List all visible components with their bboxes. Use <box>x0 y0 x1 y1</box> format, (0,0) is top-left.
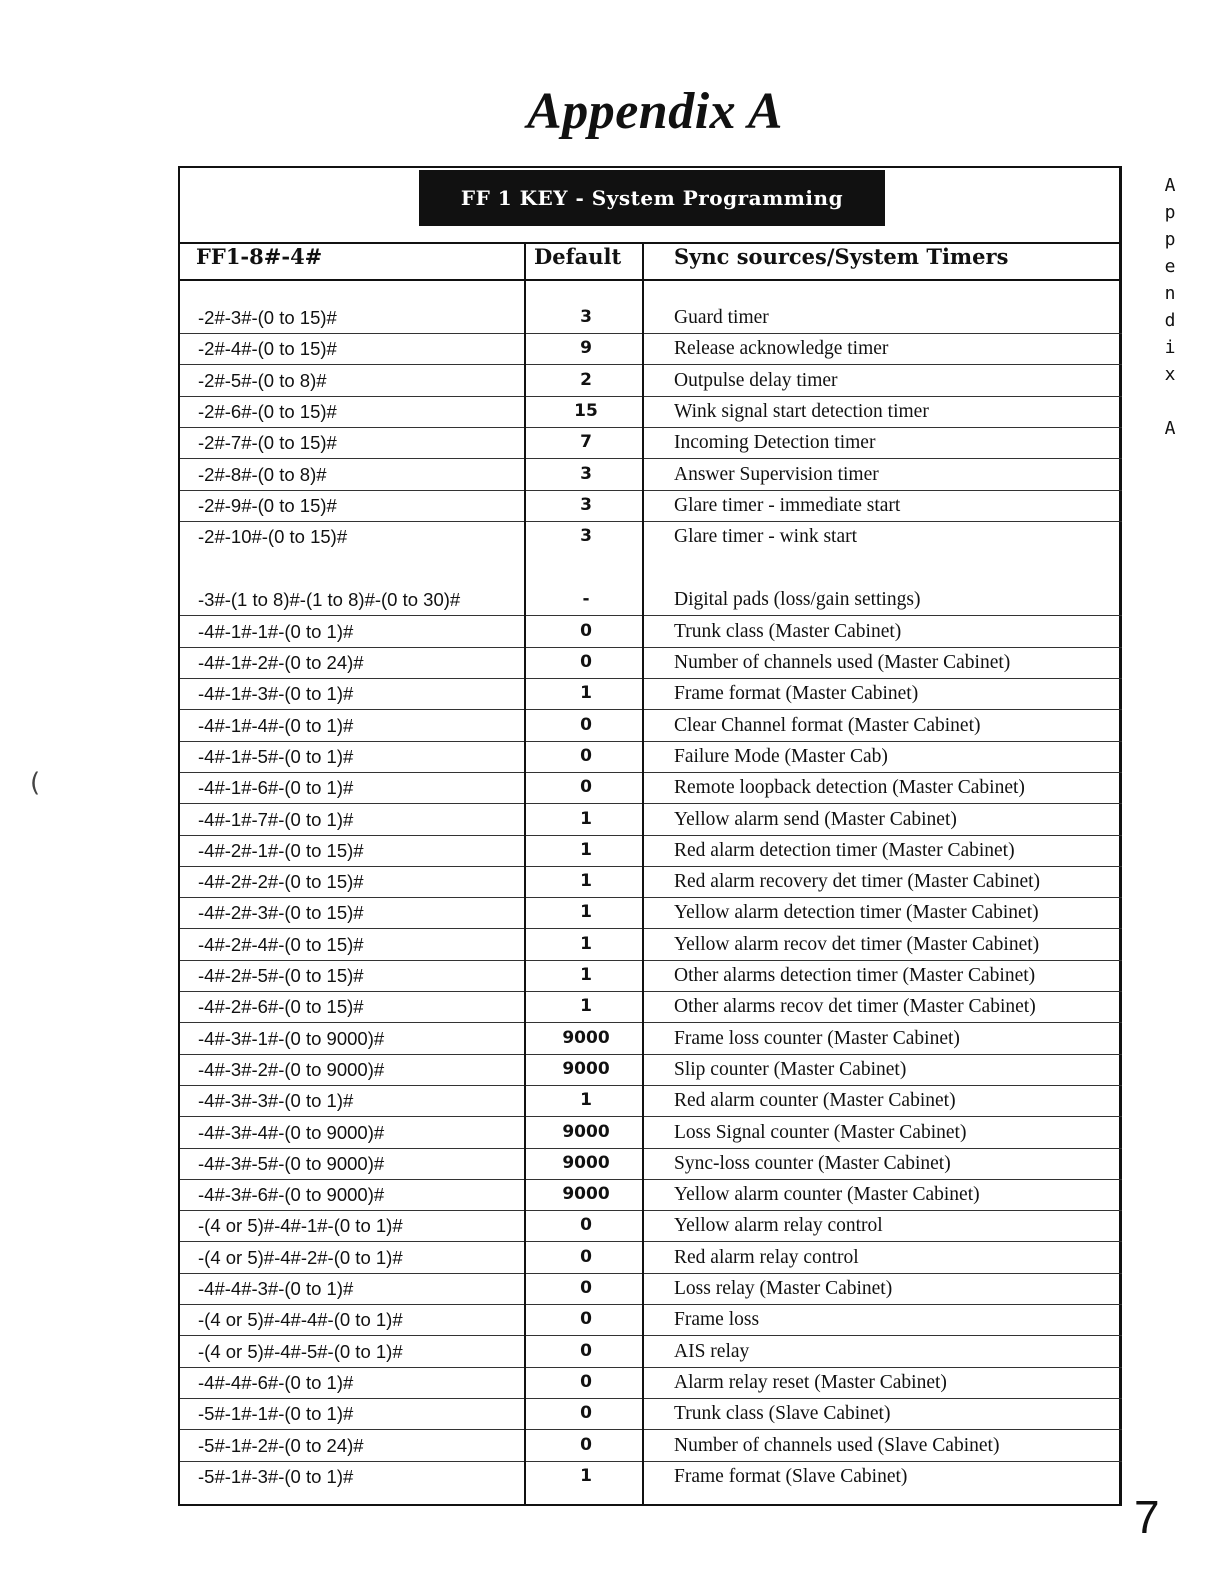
row-rule <box>180 1085 524 1086</box>
side-tab-letter: p <box>1164 229 1176 250</box>
row-rule <box>180 1148 524 1149</box>
table-row <box>180 1370 1124 1400</box>
row-description: Failure Mode (Master Cab) <box>674 745 888 767</box>
row-rule <box>180 678 524 679</box>
row-rule <box>180 1335 524 1336</box>
row-code: -(4 or 5)#-4#-2#-(0 to 1)# <box>198 1246 403 1268</box>
row-rule <box>644 1054 1122 1055</box>
table-banner: FF 1 KEY - System Programming <box>419 170 885 226</box>
row-rule <box>180 991 524 992</box>
row-description: Glare timer - wink start <box>674 526 858 548</box>
row-rule <box>180 647 524 648</box>
row-code: -2#-7#-(0 to 15)# <box>198 432 337 454</box>
row-default: 1 <box>580 871 592 892</box>
table-row <box>180 838 1124 868</box>
row-code: -3#-(1 to 8)#-(1 to 8)#-(0 to 30)# <box>198 589 461 611</box>
table-row <box>180 1120 1124 1150</box>
row-rule <box>180 866 524 867</box>
row-description: Yellow alarm counter (Master Cabinet) <box>674 1184 980 1206</box>
row-rule <box>526 1210 642 1211</box>
row-rule <box>526 615 642 616</box>
row-code: -2#-10#-(0 to 15)# <box>198 526 348 548</box>
row-rule <box>644 1241 1122 1242</box>
row-rule <box>180 427 524 428</box>
row-description: Glare timer - immediate start <box>674 494 901 516</box>
row-rule <box>644 647 1122 648</box>
row-rule <box>180 490 524 491</box>
row-description: Red alarm relay control <box>674 1246 859 1268</box>
row-rule <box>526 928 642 929</box>
row-description: Red alarm recovery det timer (Master Cabinet) <box>674 871 1041 893</box>
column-header-description: Sync sources/System Timers <box>674 244 1009 269</box>
row-description: Alarm relay reset (Master Cabinet) <box>674 1371 947 1393</box>
row-rule <box>526 866 642 867</box>
side-tab-letter: n <box>1164 283 1176 304</box>
row-rule <box>644 1210 1122 1211</box>
row-rule <box>644 678 1122 679</box>
row-default: 9000 <box>562 1184 610 1205</box>
row-rule <box>644 458 1122 459</box>
row-rule <box>180 709 524 710</box>
row-rule <box>526 458 642 459</box>
row-rule <box>180 835 524 836</box>
row-code: -4#-3#-1#-(0 to 9000)# <box>198 1027 385 1049</box>
row-rule <box>644 866 1122 867</box>
row-rule <box>526 991 642 992</box>
row-rule <box>526 333 642 334</box>
row-rule <box>644 1304 1122 1305</box>
row-code: -4#-1#-3#-(0 to 1)# <box>198 683 354 705</box>
row-code: -4#-2#-6#-(0 to 15)# <box>198 996 364 1018</box>
row-default: - <box>582 589 590 610</box>
row-rule <box>180 1304 524 1305</box>
row-code: -2#-9#-(0 to 15)# <box>198 494 337 516</box>
row-rule <box>644 960 1122 961</box>
table-row <box>180 994 1124 1024</box>
row-rule <box>180 1241 524 1242</box>
row-rule <box>180 803 524 804</box>
row-default: 0 <box>580 1403 592 1424</box>
row-code: -4#-3#-5#-(0 to 9000)# <box>198 1152 385 1174</box>
row-default: 9 <box>580 338 592 359</box>
row-default: 0 <box>580 777 592 798</box>
row-description: Trunk class (Master Cabinet) <box>674 620 902 642</box>
row-rule <box>526 1429 642 1430</box>
row-rule <box>526 1054 642 1055</box>
row-code: -4#-2#-1#-(0 to 15)# <box>198 839 364 861</box>
side-tab-letter: d <box>1164 310 1176 331</box>
row-default: 0 <box>580 620 592 641</box>
table-row <box>180 305 1124 335</box>
row-rule <box>644 396 1122 397</box>
row-description: Number of channels used (Master Cabinet) <box>674 652 1011 673</box>
row-rule <box>180 333 524 334</box>
row-rule <box>180 396 524 397</box>
row-description: Outpulse delay timer <box>674 369 838 391</box>
row-code: -4#-1#-5#-(0 to 1)# <box>198 745 354 767</box>
row-description: Frame format (Master Cabinet) <box>674 683 919 705</box>
row-rule <box>180 772 524 773</box>
row-code: -4#-1#-6#-(0 to 1)# <box>198 777 354 799</box>
row-description: Slip counter (Master Cabinet) <box>674 1058 907 1080</box>
row-description: Guard timer <box>674 307 769 328</box>
row-description: Trunk class (Slave Cabinet) <box>674 1403 891 1425</box>
row-code: -5#-1#-2#-(0 to 24)# <box>198 1434 364 1456</box>
row-rule <box>644 897 1122 898</box>
row-default: 9000 <box>562 1027 610 1048</box>
table-row <box>180 336 1124 366</box>
row-description: AIS relay <box>674 1340 750 1362</box>
row-default: 2 <box>580 369 592 390</box>
row-description: Yellow alarm send (Master Cabinet) <box>674 808 957 830</box>
row-rule <box>180 1054 524 1055</box>
row-description: Other alarms recov det timer (Master Cabinet) <box>674 996 1036 1018</box>
table-row <box>180 807 1124 837</box>
side-tab-letter: i <box>1164 337 1176 358</box>
row-rule <box>526 835 642 836</box>
row-default: 0 <box>580 1434 592 1455</box>
row-rule <box>644 615 1122 616</box>
table-row <box>180 1276 1124 1306</box>
row-default: 1 <box>580 1090 592 1111</box>
table-row <box>180 932 1124 962</box>
side-tab-letter: e <box>1164 256 1176 277</box>
row-rule <box>180 1273 524 1274</box>
row-code: -4#-2#-3#-(0 to 15)# <box>198 902 364 924</box>
row-rule <box>526 1335 642 1336</box>
row-rule <box>526 1304 642 1305</box>
row-description: Clear Channel format (Master Cabinet) <box>674 714 981 736</box>
row-rule <box>526 521 642 522</box>
row-code: -4#-3#-3#-(0 to 1)# <box>198 1090 354 1112</box>
table-row <box>180 1464 1124 1494</box>
row-rule <box>644 835 1122 836</box>
side-tab-letter: A <box>1164 418 1176 439</box>
table-row <box>180 963 1124 993</box>
side-tab-appendix <box>1160 172 1180 442</box>
row-rule <box>526 1461 642 1462</box>
table-row <box>180 368 1124 398</box>
row-code: -4#-3#-6#-(0 to 9000)# <box>198 1184 385 1206</box>
row-default: 9000 <box>562 1152 610 1173</box>
row-rule <box>644 1461 1122 1462</box>
table-row <box>180 493 1124 523</box>
row-rule <box>180 928 524 929</box>
row-description: Frame loss counter (Master Cabinet) <box>674 1027 960 1049</box>
table-row <box>180 681 1124 711</box>
margin-mark: ( <box>30 768 41 798</box>
table-row <box>180 650 1124 680</box>
row-rule <box>526 647 642 648</box>
table-row <box>180 1213 1124 1243</box>
row-rule <box>526 364 642 365</box>
side-tab-letter: A <box>1164 175 1176 196</box>
table-row <box>180 619 1124 649</box>
row-description: Wink signal start detection timer <box>674 400 929 422</box>
row-rule <box>644 991 1122 992</box>
row-code: -(4 or 5)#-4#-4#-(0 to 1)# <box>198 1309 403 1331</box>
row-rule <box>644 333 1122 334</box>
table-row <box>180 399 1124 429</box>
table-row <box>180 1245 1124 1275</box>
row-code: -(4 or 5)#-4#-5#-(0 to 1)# <box>198 1340 403 1362</box>
row-rule <box>644 709 1122 710</box>
row-rule <box>526 772 642 773</box>
row-rule <box>644 741 1122 742</box>
row-rule <box>180 960 524 961</box>
row-code: -4#-1#-2#-(0 to 24)# <box>198 652 364 673</box>
row-rule <box>526 960 642 961</box>
row-rule <box>644 521 1122 522</box>
row-rule <box>180 1210 524 1211</box>
row-default: 7 <box>580 432 592 453</box>
row-rule <box>180 458 524 459</box>
row-rule <box>526 803 642 804</box>
row-code: -(4 or 5)#-4#-1#-(0 to 1)# <box>198 1215 403 1237</box>
row-rule <box>526 1241 642 1242</box>
row-rule <box>644 1022 1122 1023</box>
row-default: 3 <box>580 463 592 484</box>
row-code: -5#-1#-3#-(0 to 1)# <box>198 1465 354 1487</box>
row-rule <box>644 1116 1122 1117</box>
row-default: 0 <box>580 1215 592 1236</box>
row-description: Loss Signal counter (Master Cabinet) <box>674 1121 967 1143</box>
row-code: -4#-1#-4#-(0 to 1)# <box>198 714 354 736</box>
row-rule <box>180 1179 524 1180</box>
row-default: 1 <box>580 839 592 860</box>
row-rule <box>180 615 524 616</box>
row-rule <box>526 1367 642 1368</box>
row-code: -2#-3#-(0 to 15)# <box>198 307 337 328</box>
table-row <box>180 900 1124 930</box>
table-row <box>180 587 1124 617</box>
table-row <box>180 1339 1124 1369</box>
table-row <box>180 1057 1124 1087</box>
row-rule <box>180 1116 524 1117</box>
row-rule <box>526 396 642 397</box>
table-row <box>180 1307 1124 1337</box>
row-rule <box>180 1398 524 1399</box>
row-rule <box>644 1273 1122 1274</box>
row-default: 1 <box>580 902 592 923</box>
row-default: 3 <box>580 494 592 515</box>
row-default: 1 <box>580 808 592 829</box>
row-default: 0 <box>580 1278 592 1298</box>
row-description: Answer Supervision timer <box>674 463 879 485</box>
row-default: 1 <box>580 996 592 1017</box>
row-default: 0 <box>580 1309 592 1330</box>
row-code: -4#-2#-4#-(0 to 15)# <box>198 933 364 955</box>
row-code: -2#-5#-(0 to 8)# <box>198 369 327 391</box>
row-description: Other alarms detection timer (Master Cabinet) <box>674 965 1036 986</box>
table-row <box>180 744 1124 774</box>
table-row <box>180 869 1124 899</box>
row-description: Red alarm detection timer (Master Cabinet) <box>674 839 1015 861</box>
row-description: Digital pads (loss/gain settings) <box>674 589 921 611</box>
row-rule <box>180 364 524 365</box>
row-default: 0 <box>580 1340 592 1361</box>
row-rule <box>644 1148 1122 1149</box>
page-number: 7 <box>1134 1491 1160 1543</box>
row-rule <box>526 1085 642 1086</box>
column-header-code: FF1-8#-4# <box>196 244 323 269</box>
row-default: 1 <box>580 1465 592 1486</box>
row-default: 15 <box>574 400 598 421</box>
table-row <box>180 775 1124 805</box>
table-row <box>180 1401 1124 1431</box>
row-default: 0 <box>580 1371 592 1392</box>
header-bottom-rule <box>178 279 1122 281</box>
row-code: -4#-4#-6#-(0 to 1)# <box>198 1371 354 1393</box>
row-description: Sync-loss counter (Master Cabinet) <box>674 1152 951 1174</box>
row-description: Loss relay (Master Cabinet) <box>674 1278 893 1299</box>
row-rule <box>644 364 1122 365</box>
row-rule <box>180 1367 524 1368</box>
row-rule <box>526 1116 642 1117</box>
row-code: -5#-1#-1#-(0 to 1)# <box>198 1403 354 1425</box>
page-title: Appendix A <box>527 83 783 140</box>
table-row <box>180 1088 1124 1118</box>
row-default: 3 <box>580 526 592 547</box>
row-rule <box>644 928 1122 929</box>
table-row <box>180 524 1124 554</box>
row-rule <box>526 1148 642 1149</box>
row-rule <box>644 427 1122 428</box>
row-description: Yellow alarm recov det timer (Master Cabinet) <box>674 933 1040 955</box>
row-code: -4#-2#-2#-(0 to 15)# <box>198 871 364 893</box>
row-rule <box>180 897 524 898</box>
row-code: -4#-4#-3#-(0 to 1)# <box>198 1278 354 1299</box>
row-rule <box>526 709 642 710</box>
row-rule <box>526 1179 642 1180</box>
row-rule <box>644 1367 1122 1368</box>
row-rule <box>644 1398 1122 1399</box>
row-code: -2#-4#-(0 to 15)# <box>198 338 337 360</box>
row-rule <box>180 1022 524 1023</box>
row-default: 0 <box>580 714 592 735</box>
row-code: -4#-1#-7#-(0 to 1)# <box>198 808 354 830</box>
side-tab-letter: x <box>1164 364 1176 385</box>
column-header-default: Default <box>534 244 622 269</box>
row-rule <box>526 1398 642 1399</box>
row-rule <box>644 1429 1122 1430</box>
row-description: Frame format (Slave Cabinet) <box>674 1465 908 1487</box>
row-rule <box>644 1335 1122 1336</box>
row-rule <box>180 1429 524 1430</box>
row-description: Yellow alarm detection timer (Master Cabinet) <box>674 902 1039 924</box>
row-rule <box>644 1179 1122 1180</box>
table-row <box>180 1182 1124 1212</box>
row-code: -2#-6#-(0 to 15)# <box>198 400 337 422</box>
side-tab-letter <box>1160 388 1180 415</box>
row-code: -2#-8#-(0 to 8)# <box>198 463 327 485</box>
row-default: 1 <box>580 965 592 985</box>
row-description: Yellow alarm relay control <box>674 1215 883 1237</box>
table-row <box>180 713 1124 743</box>
row-code: -4#-3#-2#-(0 to 9000)# <box>198 1058 385 1080</box>
row-rule <box>644 772 1122 773</box>
row-rule <box>526 1022 642 1023</box>
row-default: 1 <box>580 933 592 954</box>
row-description: Release acknowledge timer <box>674 338 889 360</box>
row-description: Remote loopback detection (Master Cabinet) <box>674 777 1025 799</box>
row-rule <box>526 490 642 491</box>
row-default: 0 <box>580 745 592 766</box>
table-row <box>180 462 1124 492</box>
row-code: -4#-1#-1#-(0 to 1)# <box>198 620 354 642</box>
row-default: 0 <box>580 1246 592 1267</box>
row-default: 1 <box>580 683 592 704</box>
row-rule <box>180 521 524 522</box>
row-code: -4#-3#-4#-(0 to 9000)# <box>198 1121 385 1143</box>
row-default: 9000 <box>562 1058 610 1079</box>
row-description: Red alarm counter (Master Cabinet) <box>674 1090 956 1112</box>
row-description: Frame loss <box>674 1309 760 1331</box>
row-rule <box>180 1461 524 1462</box>
row-rule <box>180 741 524 742</box>
row-description: Incoming Detection timer <box>674 432 876 454</box>
row-rule <box>526 427 642 428</box>
row-rule <box>526 678 642 679</box>
row-rule <box>644 490 1122 491</box>
row-default: 9000 <box>562 1121 610 1142</box>
row-rule <box>526 741 642 742</box>
row-rule <box>644 1085 1122 1086</box>
row-default: 0 <box>580 652 592 672</box>
table-row <box>180 430 1124 460</box>
table-row <box>180 1026 1124 1056</box>
row-description: Number of channels used (Slave Cabinet) <box>674 1434 1000 1456</box>
row-rule <box>526 897 642 898</box>
row-default: 3 <box>580 307 592 327</box>
side-tab-letter: p <box>1164 202 1176 223</box>
row-rule <box>526 1273 642 1274</box>
row-code: -4#-2#-5#-(0 to 15)# <box>198 965 364 986</box>
table-row <box>180 1433 1124 1463</box>
table-row <box>180 1151 1124 1181</box>
row-rule <box>644 803 1122 804</box>
